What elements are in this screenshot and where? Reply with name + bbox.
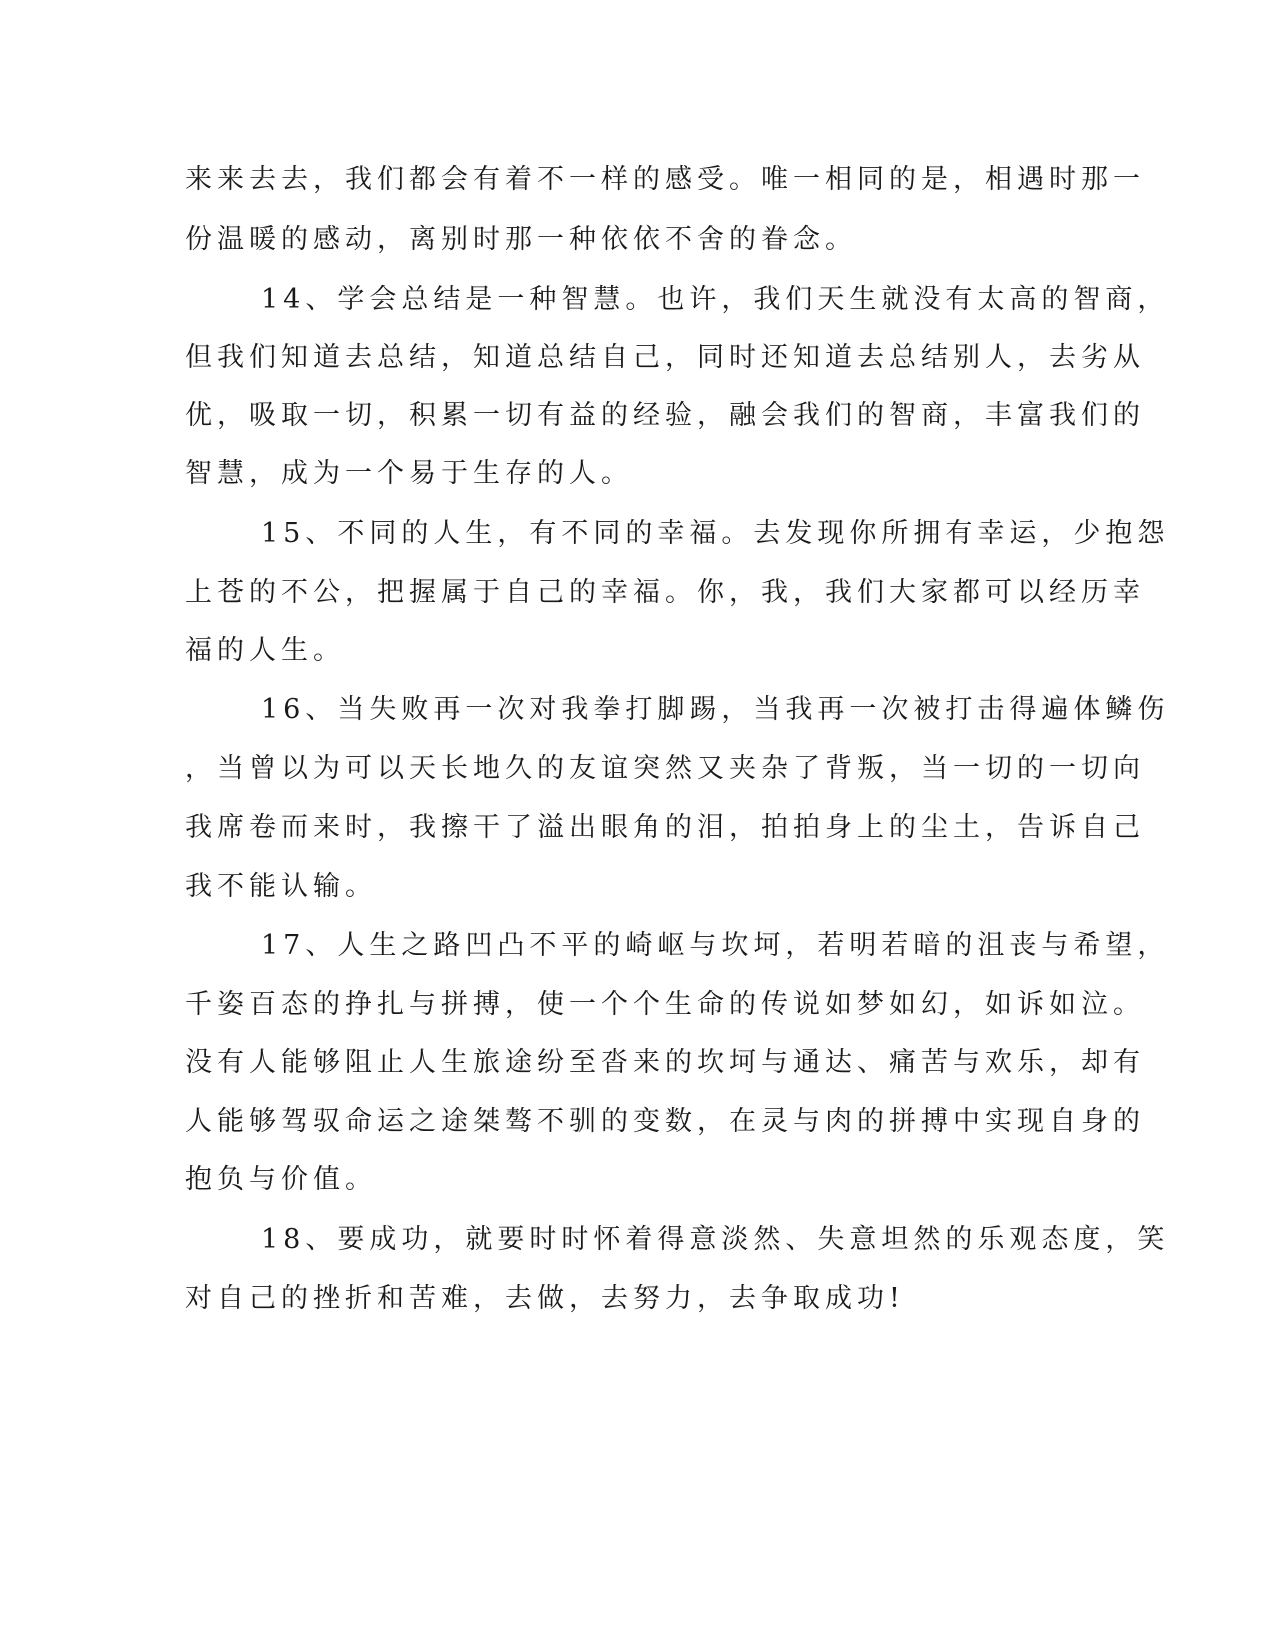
paragraph-15-start: 15、不同的人生，有不同的幸福。去发现你所拥有幸运，少抱怨 — [261, 518, 1170, 549]
text-line: 对自己的挫折和苦难，去做，去努力，去争取成功! — [185, 1283, 905, 1314]
text-line: 上苍的不公，把握属于自己的幸福。你，我，我们大家都可以经历幸 — [185, 577, 1145, 608]
text-line: 份温暖的感动，离别时那一种依依不舍的眷念。 — [185, 224, 857, 255]
text-line: 福的人生。 — [185, 635, 345, 666]
text-line: 来来去去，我们都会有着不一样的感受。唯一相同的是，相遇时那一 — [185, 164, 1145, 195]
paragraph-17-start: 17、人生之路凹凸不平的崎岖与坎坷，若明若暗的沮丧与希望， — [261, 930, 1170, 961]
text-line: 我席卷而来时，我擦干了溢出眼角的泪，拍拍身上的尘土，告诉自己 — [185, 812, 1145, 843]
text-line: 人能够驾驭命运之途桀骜不驯的变数，在灵与肉的拼搏中实现自身的 — [185, 1106, 1145, 1137]
text-line: 千姿百态的挣扎与拼搏，使一个个生命的传说如梦如幻，如诉如泣。 — [185, 989, 1145, 1020]
paragraph-14-start: 14、学会总结是一种智慧。也许，我们天生就没有太高的智商， — [261, 284, 1170, 315]
text-line: 智慧，成为一个易于生存的人。 — [185, 458, 633, 489]
text-line: ，当曾以为可以天长地久的友谊突然又夹杂了背叛，当一切的一切向 — [185, 753, 1145, 784]
text-line: 优，吸取一切，积累一切有益的经验，融会我们的智商，丰富我们的 — [185, 400, 1145, 431]
text-line: 我不能认输。 — [185, 871, 377, 902]
text-line: 但我们知道去总结，知道总结自己，同时还知道去总结别人，去劣从 — [185, 342, 1145, 373]
paragraph-18-start: 18、要成功，就要时时怀着得意淡然、失意坦然的乐观态度，笑 — [261, 1224, 1170, 1255]
text-line: 抱负与价值。 — [185, 1164, 377, 1195]
paragraph-16-start: 16、当失败再一次对我拳打脚踢，当我再一次被打击得遍体鳞伤 — [261, 694, 1170, 725]
text-line: 没有人能够阻止人生旅途纷至沓来的坎坷与通达、痛苦与欢乐，却有 — [185, 1047, 1145, 1078]
